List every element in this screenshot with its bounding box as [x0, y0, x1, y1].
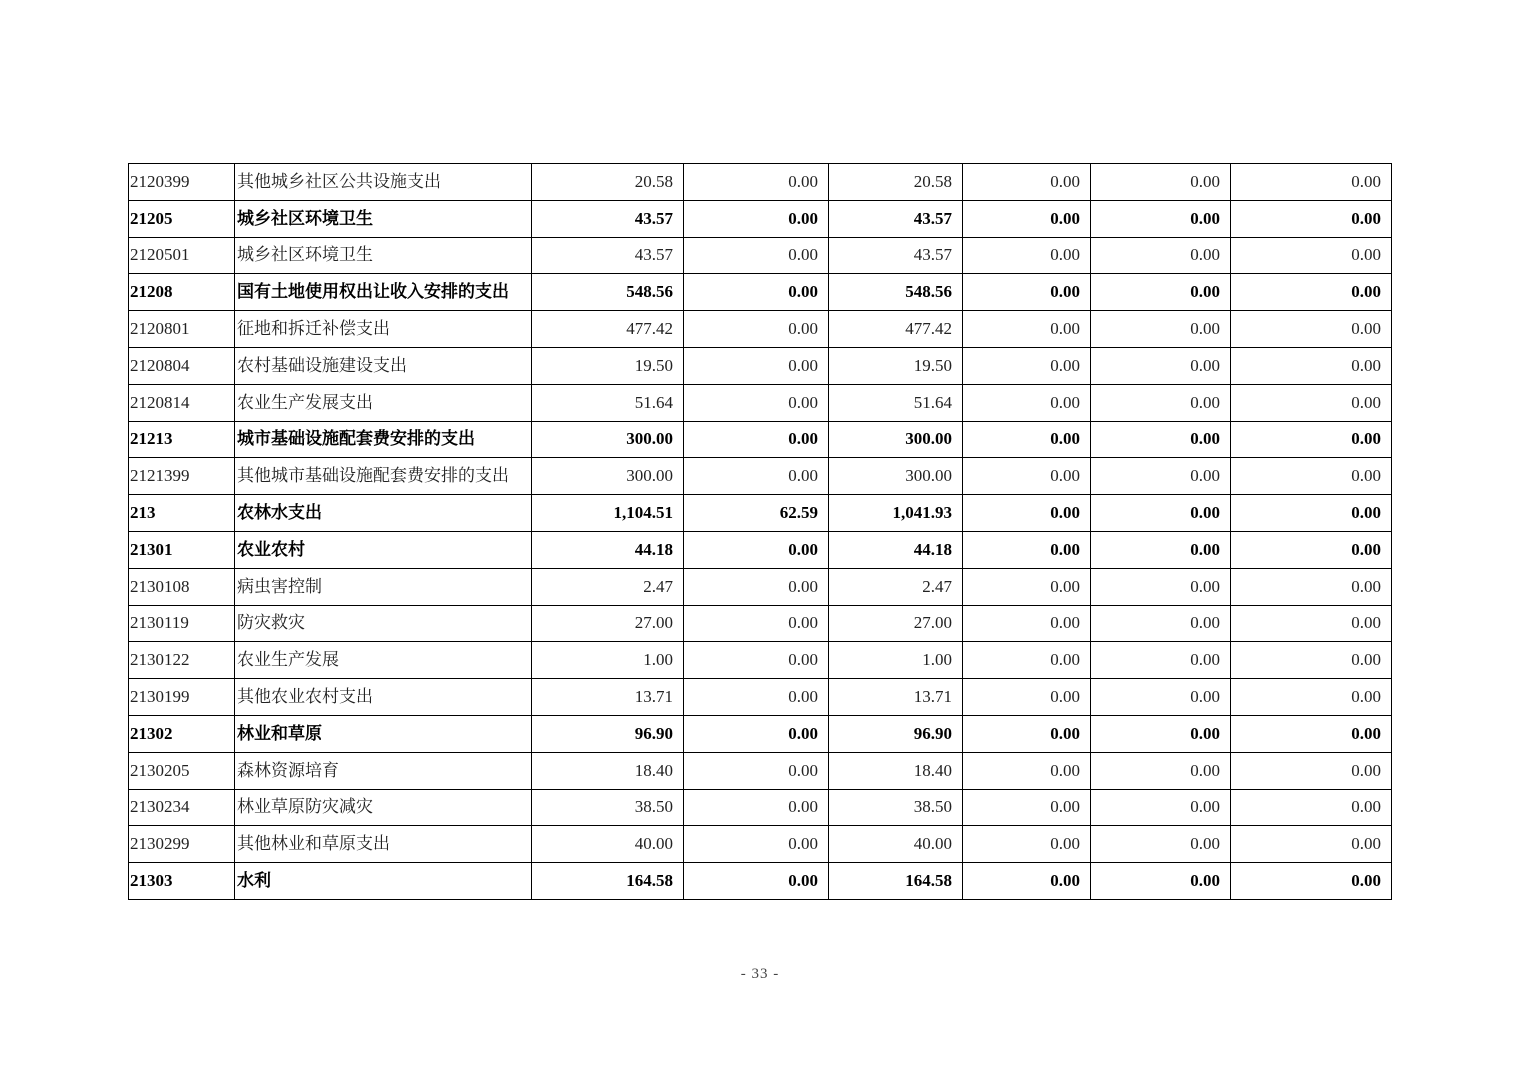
amount-cell: 18.40	[829, 752, 963, 789]
amount-cell: 0.00	[1231, 237, 1392, 274]
table-row	[129, 421, 1392, 458]
amount-cell: 0.00	[1231, 200, 1392, 237]
amount-cell: 19.50	[829, 347, 963, 384]
amount-cell: 44.18	[532, 531, 684, 568]
subject-code-cell: 21208	[129, 274, 235, 311]
amount-cell: 27.00	[829, 605, 963, 642]
amount-cell: 13.71	[532, 679, 684, 716]
amount-cell: 0.00	[1091, 826, 1231, 863]
amount-cell: 0.00	[1091, 495, 1231, 532]
subject-name-cell: 病虫害控制	[235, 568, 532, 605]
amount-cell: 0.00	[684, 789, 829, 826]
amount-cell: 0.00	[1091, 384, 1231, 421]
subject-name-cell: 农林水支出	[235, 495, 532, 532]
amount-cell: 0.00	[1091, 531, 1231, 568]
amount-cell: 0.00	[684, 311, 829, 348]
subject-code-cell: 2120814	[129, 384, 235, 421]
amount-cell: 0.00	[1091, 274, 1231, 311]
subject-name-cell: 国有土地使用权出让收入安排的支出	[235, 274, 532, 311]
table-row	[129, 679, 1392, 716]
amount-cell: 0.00	[1231, 164, 1392, 201]
amount-cell: 0.00	[963, 715, 1091, 752]
amount-cell: 40.00	[829, 826, 963, 863]
subject-code-cell: 21301	[129, 531, 235, 568]
amount-cell: 0.00	[684, 568, 829, 605]
amount-cell: 0.00	[1091, 679, 1231, 716]
amount-cell: 0.00	[1231, 715, 1392, 752]
amount-cell: 0.00	[963, 568, 1091, 605]
amount-cell: 0.00	[963, 237, 1091, 274]
amount-cell: 164.58	[829, 863, 963, 900]
amount-cell: 0.00	[684, 605, 829, 642]
amount-cell: 0.00	[1091, 715, 1231, 752]
table-row	[129, 237, 1392, 274]
amount-cell: 0.00	[1231, 531, 1392, 568]
amount-cell: 43.57	[829, 200, 963, 237]
amount-cell: 0.00	[1091, 789, 1231, 826]
subject-code-cell: 2121399	[129, 458, 235, 495]
amount-cell: 20.58	[532, 164, 684, 201]
amount-cell: 0.00	[1091, 421, 1231, 458]
amount-cell: 1.00	[532, 642, 684, 679]
amount-cell: 0.00	[684, 642, 829, 679]
amount-cell: 0.00	[684, 531, 829, 568]
table-row	[129, 642, 1392, 679]
amount-cell: 0.00	[684, 679, 829, 716]
amount-cell: 0.00	[963, 421, 1091, 458]
amount-cell: 38.50	[829, 789, 963, 826]
page-number: - 33 -	[740, 966, 780, 982]
amount-cell: 0.00	[684, 421, 829, 458]
amount-cell: 0.00	[963, 347, 1091, 384]
subject-name-cell: 水利	[235, 863, 532, 900]
table-row	[129, 715, 1392, 752]
amount-cell: 0.00	[684, 715, 829, 752]
amount-cell: 0.00	[1091, 863, 1231, 900]
amount-cell: 1,041.93	[829, 495, 963, 532]
amount-cell: 43.57	[532, 200, 684, 237]
amount-cell: 0.00	[1231, 421, 1392, 458]
subject-code-cell: 21205	[129, 200, 235, 237]
amount-cell: 0.00	[963, 200, 1091, 237]
amount-cell: 0.00	[1231, 679, 1392, 716]
amount-cell: 0.00	[963, 531, 1091, 568]
amount-cell: 0.00	[963, 642, 1091, 679]
subject-code-cell: 2130234	[129, 789, 235, 826]
amount-cell: 0.00	[1231, 274, 1392, 311]
subject-code-cell: 2120804	[129, 347, 235, 384]
subject-name-cell: 城乡社区环境卫生	[235, 237, 532, 274]
amount-cell: 0.00	[1231, 789, 1392, 826]
amount-cell: 0.00	[963, 458, 1091, 495]
amount-cell: 0.00	[963, 826, 1091, 863]
amount-cell: 0.00	[684, 200, 829, 237]
subject-code-cell: 213	[129, 495, 235, 532]
amount-cell: 0.00	[1231, 826, 1392, 863]
amount-cell: 0.00	[1231, 495, 1392, 532]
amount-cell: 0.00	[963, 789, 1091, 826]
amount-cell: 13.71	[829, 679, 963, 716]
amount-cell: 0.00	[963, 495, 1091, 532]
amount-cell: 1,104.51	[532, 495, 684, 532]
amount-cell: 0.00	[1091, 311, 1231, 348]
amount-cell: 0.00	[1091, 200, 1231, 237]
amount-cell: 0.00	[684, 384, 829, 421]
amount-cell: 27.00	[532, 605, 684, 642]
amount-cell: 548.56	[829, 274, 963, 311]
amount-cell: 0.00	[1091, 164, 1231, 201]
budget-table-body	[129, 164, 1392, 900]
subject-code-cell: 2130299	[129, 826, 235, 863]
amount-cell: 0.00	[1231, 642, 1392, 679]
table-row	[129, 458, 1392, 495]
amount-cell: 0.00	[1231, 605, 1392, 642]
amount-cell: 1.00	[829, 642, 963, 679]
amount-cell: 0.00	[963, 679, 1091, 716]
amount-cell: 44.18	[829, 531, 963, 568]
table-row	[129, 347, 1392, 384]
subject-name-cell: 防灾救灾	[235, 605, 532, 642]
amount-cell: 300.00	[532, 458, 684, 495]
amount-cell: 0.00	[684, 826, 829, 863]
subject-name-cell: 城市基础设施配套费安排的支出	[235, 421, 532, 458]
amount-cell: 0.00	[963, 863, 1091, 900]
subject-code-cell: 2120801	[129, 311, 235, 348]
table-row	[129, 752, 1392, 789]
subject-code-cell: 2130205	[129, 752, 235, 789]
subject-code-cell: 2120501	[129, 237, 235, 274]
subject-name-cell: 城乡社区环境卫生	[235, 200, 532, 237]
subject-name-cell: 森林资源培育	[235, 752, 532, 789]
amount-cell: 0.00	[684, 237, 829, 274]
table-row	[129, 384, 1392, 421]
amount-cell: 40.00	[532, 826, 684, 863]
subject-code-cell: 2130199	[129, 679, 235, 716]
amount-cell: 0.00	[1091, 458, 1231, 495]
table-row	[129, 568, 1392, 605]
amount-cell: 0.00	[1231, 311, 1392, 348]
table-row	[129, 495, 1392, 532]
amount-cell: 2.47	[829, 568, 963, 605]
amount-cell: 51.64	[532, 384, 684, 421]
amount-cell: 0.00	[684, 458, 829, 495]
subject-name-cell: 农业生产发展	[235, 642, 532, 679]
subject-name-cell: 其他林业和草原支出	[235, 826, 532, 863]
amount-cell: 0.00	[684, 863, 829, 900]
table-row	[129, 826, 1392, 863]
amount-cell: 0.00	[684, 752, 829, 789]
subject-code-cell: 2130122	[129, 642, 235, 679]
table-row	[129, 605, 1392, 642]
amount-cell: 96.90	[532, 715, 684, 752]
subject-name-cell: 农村基础设施建设支出	[235, 347, 532, 384]
subject-code-cell: 21302	[129, 715, 235, 752]
subject-code-cell: 2130119	[129, 605, 235, 642]
subject-code-cell: 2130108	[129, 568, 235, 605]
amount-cell: 477.42	[532, 311, 684, 348]
subject-name-cell: 征地和拆迁补偿支出	[235, 311, 532, 348]
amount-cell: 0.00	[1091, 347, 1231, 384]
table-row	[129, 274, 1392, 311]
table-row	[129, 311, 1392, 348]
amount-cell: 38.50	[532, 789, 684, 826]
amount-cell: 548.56	[532, 274, 684, 311]
subject-name-cell: 农业生产发展支出	[235, 384, 532, 421]
table-row	[129, 164, 1392, 201]
table-row	[129, 863, 1392, 900]
amount-cell: 20.58	[829, 164, 963, 201]
amount-cell: 0.00	[963, 311, 1091, 348]
amount-cell: 0.00	[963, 274, 1091, 311]
amount-cell: 0.00	[684, 274, 829, 311]
amount-cell: 0.00	[1231, 384, 1392, 421]
amount-cell: 0.00	[1231, 752, 1392, 789]
amount-cell: 0.00	[684, 164, 829, 201]
amount-cell: 0.00	[1091, 237, 1231, 274]
subject-code-cell: 21213	[129, 421, 235, 458]
table-row	[129, 200, 1392, 237]
subject-name-cell: 林业和草原	[235, 715, 532, 752]
amount-cell: 0.00	[1091, 752, 1231, 789]
amount-cell: 0.00	[1091, 642, 1231, 679]
amount-cell: 43.57	[532, 237, 684, 274]
amount-cell: 0.00	[684, 347, 829, 384]
subject-name-cell: 林业草原防灾减灾	[235, 789, 532, 826]
amount-cell: 0.00	[963, 384, 1091, 421]
subject-code-cell: 21303	[129, 863, 235, 900]
subject-name-cell: 其他城乡社区公共设施支出	[235, 164, 532, 201]
amount-cell: 43.57	[829, 237, 963, 274]
amount-cell: 164.58	[532, 863, 684, 900]
amount-cell: 0.00	[1091, 568, 1231, 605]
table-row	[129, 531, 1392, 568]
amount-cell: 0.00	[963, 605, 1091, 642]
amount-cell: 51.64	[829, 384, 963, 421]
amount-cell: 19.50	[532, 347, 684, 384]
amount-cell: 0.00	[1231, 568, 1392, 605]
budget-table	[128, 163, 1392, 900]
amount-cell: 18.40	[532, 752, 684, 789]
amount-cell: 0.00	[1091, 605, 1231, 642]
amount-cell: 0.00	[1231, 863, 1392, 900]
amount-cell: 96.90	[829, 715, 963, 752]
amount-cell: 0.00	[1231, 458, 1392, 495]
amount-cell: 62.59	[684, 495, 829, 532]
amount-cell: 300.00	[829, 458, 963, 495]
subject-name-cell: 其他城市基础设施配套费安排的支出	[235, 458, 532, 495]
amount-cell: 0.00	[963, 752, 1091, 789]
amount-cell: 300.00	[532, 421, 684, 458]
subject-code-cell: 2120399	[129, 164, 235, 201]
amount-cell: 2.47	[532, 568, 684, 605]
amount-cell: 0.00	[963, 164, 1091, 201]
subject-name-cell: 农业农村	[235, 531, 532, 568]
subject-name-cell: 其他农业农村支出	[235, 679, 532, 716]
amount-cell: 0.00	[1231, 347, 1392, 384]
table-row	[129, 789, 1392, 826]
amount-cell: 300.00	[829, 421, 963, 458]
amount-cell: 477.42	[829, 311, 963, 348]
